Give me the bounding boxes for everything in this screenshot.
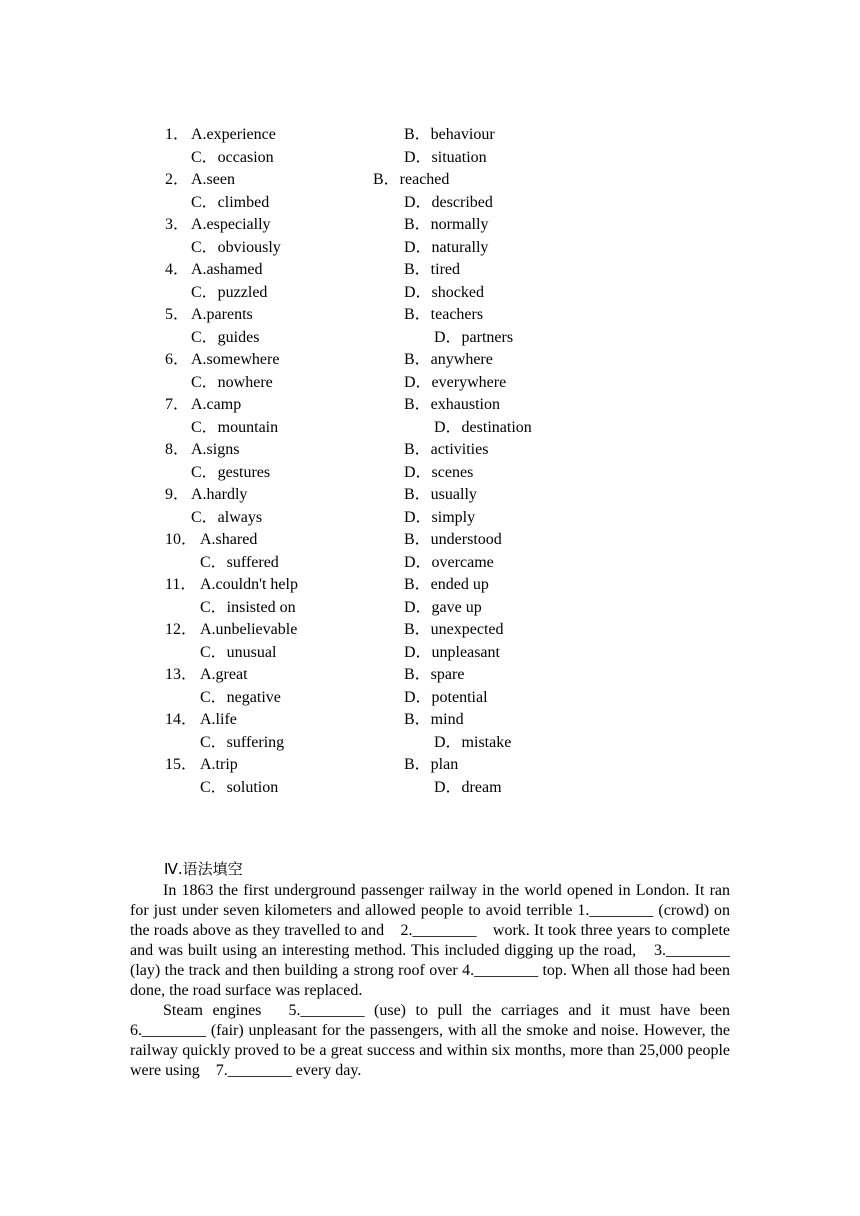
question-number: 2．	[165, 171, 190, 188]
option-d: D．overcame	[404, 553, 494, 571]
question-number: 12．	[165, 621, 198, 638]
option-b: B．teachers	[404, 306, 484, 323]
question-row-continued	[0, 687, 860, 710]
question-row	[0, 349, 860, 372]
question-number: 1．	[165, 126, 190, 143]
option-b: B．mind	[404, 711, 464, 728]
option-c: C．climbed	[191, 193, 270, 211]
option-c: C．suffered	[200, 553, 279, 571]
option-c: C．unusual	[200, 643, 277, 661]
section-title: Ⅳ.语法填空	[164, 860, 243, 878]
option-a: A.trip	[200, 756, 238, 773]
question-number: 13．	[165, 666, 198, 683]
option-a: A.couldn't help	[200, 576, 298, 593]
option-d: D．unpleasant	[404, 643, 500, 661]
option-d: D．shocked	[404, 283, 484, 301]
question-row-continued	[0, 417, 860, 440]
question-row-continued	[0, 327, 860, 350]
option-a: A.experience	[191, 126, 276, 143]
question-number: 9．	[165, 486, 190, 503]
question-row-continued	[0, 642, 860, 665]
option-b: B．plan	[404, 756, 459, 773]
option-b: B．reached	[373, 171, 450, 188]
option-b: B．tired	[404, 261, 460, 278]
passage-paragraph-2: Steam engines 5.________ (use) to pull the carriages and it must have been 6.________ (fair) unpleasant for the passengers, with all the smoke and noise. However, the railway quickly proved to be a great success and within six months, more than 25,000 people were using 7.________ every day.	[130, 1002, 730, 1079]
option-d: D．scenes	[404, 463, 474, 481]
option-c: C．nowhere	[191, 373, 273, 391]
question-row-continued	[0, 372, 860, 395]
option-a: A.parents	[191, 306, 253, 323]
option-a: A.especially	[191, 216, 271, 233]
option-c: C．solution	[200, 778, 279, 796]
grammar-section	[130, 857, 730, 1081]
question-row	[0, 214, 860, 237]
question-row-continued	[0, 282, 860, 305]
question-row	[0, 394, 860, 417]
option-c: C．suffering	[200, 733, 285, 751]
option-c: C．puzzled	[191, 283, 268, 301]
question-row	[0, 484, 860, 507]
option-b: B．activities	[404, 441, 489, 458]
question-row	[0, 574, 860, 597]
option-c: C．guides	[191, 328, 260, 346]
option-b: B．ended up	[404, 576, 489, 593]
option-c: C．occasion	[191, 148, 274, 166]
option-a: A.life	[200, 711, 237, 728]
option-d: D．partners	[434, 328, 514, 346]
option-c: C．mountain	[191, 418, 279, 436]
option-b: B．understood	[404, 531, 502, 548]
option-d: D．naturally	[404, 238, 489, 256]
option-a: A.somewhere	[191, 351, 280, 368]
question-row	[0, 619, 860, 642]
question-row	[0, 709, 860, 732]
question-number: 11．	[165, 576, 197, 593]
question-row-continued	[0, 147, 860, 170]
question-number: 6．	[165, 351, 190, 368]
question-number: 4．	[165, 261, 190, 278]
question-row	[0, 754, 860, 777]
option-d: D．destination	[434, 418, 532, 436]
option-b: B．exhaustion	[404, 396, 500, 413]
option-a: A.camp	[191, 396, 242, 413]
option-c: C．negative	[200, 688, 281, 706]
question-number: 7．	[165, 396, 190, 413]
option-d: D．dream	[434, 778, 502, 796]
question-row	[0, 439, 860, 462]
question-number: 3．	[165, 216, 190, 233]
option-a: A.seen	[191, 171, 235, 188]
question-row-continued	[0, 462, 860, 485]
option-c: C．obviously	[191, 238, 281, 256]
option-d: D．simply	[404, 508, 476, 526]
option-a: A.shared	[200, 531, 258, 548]
option-b: B．anywhere	[404, 351, 493, 368]
option-c: C．always	[191, 508, 263, 526]
option-a: A.signs	[191, 441, 240, 458]
option-b: B．behaviour	[404, 126, 495, 143]
option-d: D．potential	[404, 688, 488, 706]
option-c: C．gestures	[191, 463, 271, 481]
option-d: D．situation	[404, 148, 487, 166]
question-row-continued	[0, 552, 860, 575]
option-b: B．normally	[404, 216, 489, 233]
option-a: A.hardly	[191, 486, 248, 503]
option-a: A.ashamed	[191, 261, 263, 278]
option-d: D．everywhere	[404, 373, 507, 391]
question-number: 8．	[165, 441, 190, 458]
question-row	[0, 664, 860, 687]
option-b: B．spare	[404, 666, 465, 683]
question-number: 15．	[165, 756, 198, 773]
option-d: D．mistake	[434, 733, 512, 751]
question-row	[0, 304, 860, 327]
question-row-continued	[0, 237, 860, 260]
question-row	[0, 529, 860, 552]
question-row	[0, 259, 860, 282]
option-b: B．unexpected	[404, 621, 504, 638]
question-row	[0, 169, 860, 192]
question-row-continued	[0, 732, 860, 755]
question-row-continued	[0, 192, 860, 215]
option-c: C．insisted on	[200, 598, 296, 616]
question-row-continued	[0, 507, 860, 530]
question-row-continued	[0, 597, 860, 620]
option-d: D．described	[404, 193, 493, 211]
option-b: B．usually	[404, 486, 477, 503]
option-a: A.great	[200, 666, 248, 683]
passage-paragraph-1: In 1863 the first underground passenger railway in the world opened in London. It ran for just under seven kilometers and allowed people to avoid terrible 1.________ (crowd) on the roads above as they travelled to and 2.________ work. It took three years to complete and was built using an interesting method. This included digging up the road, 3.________ (lay) the track and then building a strong roof over 4.________ top. When all those had been done, the road surface was replaced.	[130, 882, 730, 999]
option-d: D．gave up	[404, 598, 482, 616]
question-number: 5．	[165, 306, 190, 323]
cloze-options-list	[0, 124, 860, 799]
question-number: 14．	[165, 711, 198, 728]
option-a: A.unbelievable	[200, 621, 298, 638]
question-row	[0, 124, 860, 147]
question-row-continued	[0, 777, 860, 800]
question-number: 10．	[165, 531, 198, 548]
